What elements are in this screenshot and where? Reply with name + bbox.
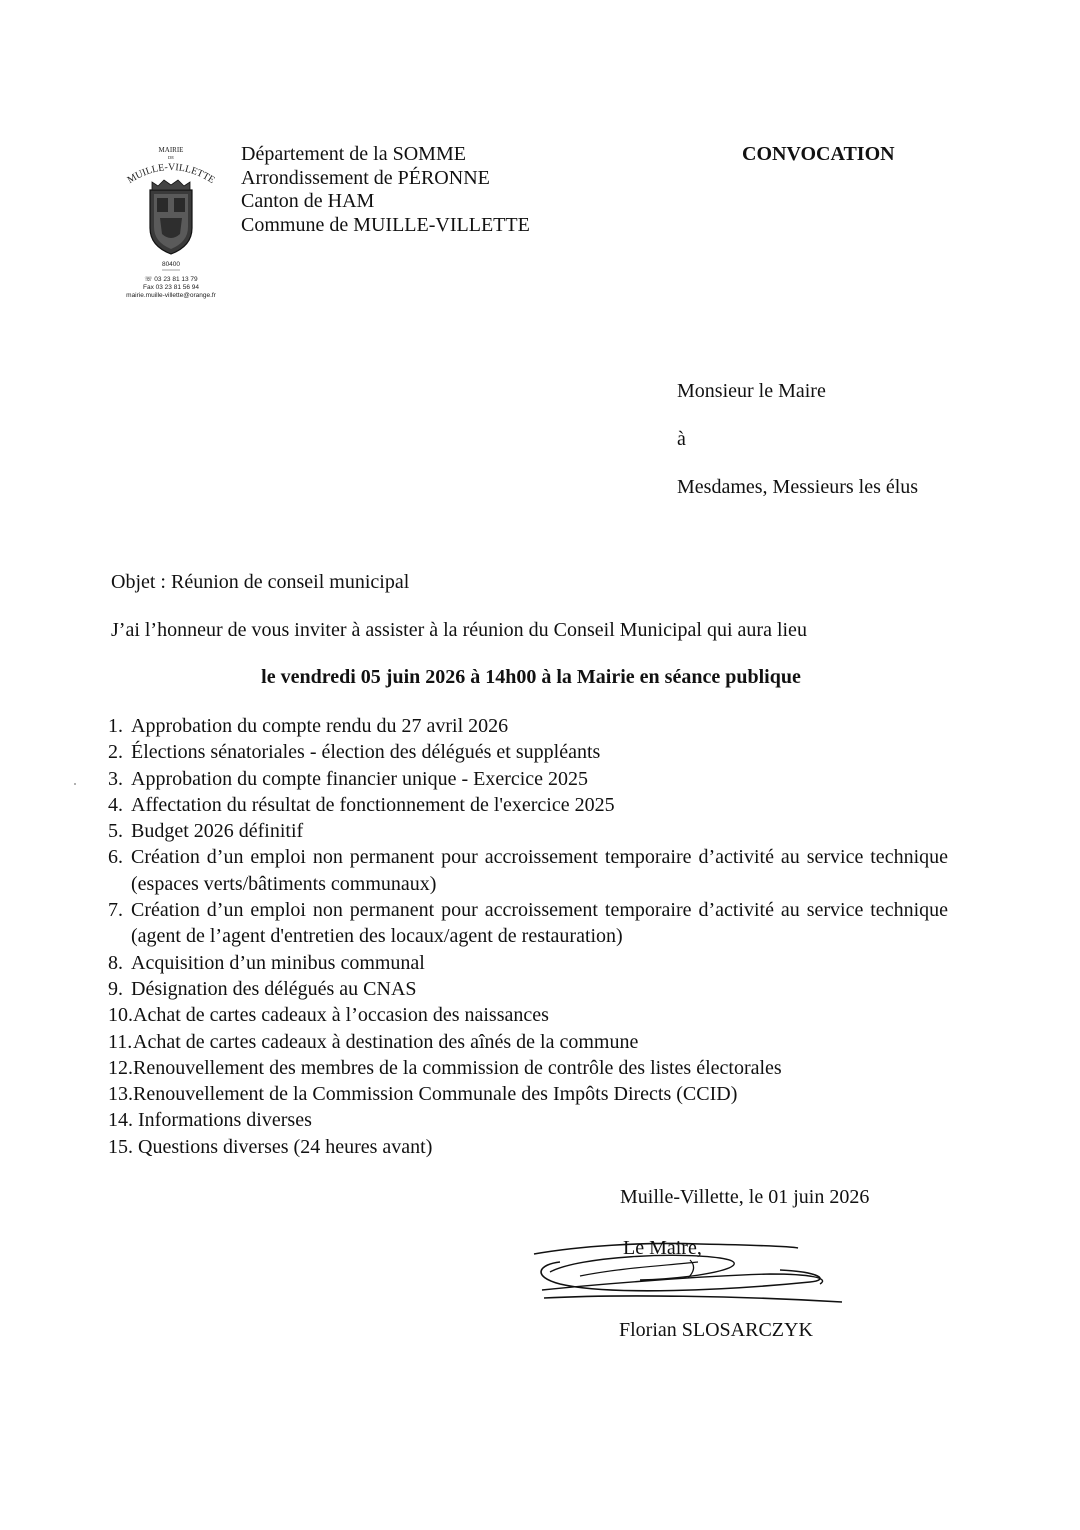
agenda-item [108,766,948,792]
agenda-item [108,1029,948,1055]
agenda-number: 10. [108,1004,133,1027]
agenda-text: Renouvellement des membres de la commission de contrôle des listes électorales [133,1056,782,1079]
agenda-number: 5. [108,820,123,843]
logo-de-text: DE [168,155,174,160]
agenda-text: Questions diverses (24 heures avant) [138,1135,433,1158]
header-line-canton: Canton de HAM [241,190,375,212]
agenda-text: Approbation du compte rendu du 27 avril 2026 [131,715,509,737]
agenda-item [108,1134,948,1160]
signatory-name: Florian SLOSARCZYK [619,1319,813,1341]
agenda-text: Affectation du résultat de fonctionnement de l'exercice 2025 [131,793,615,816]
agenda-item [108,897,948,950]
agenda-text: Budget 2026 définitif [131,820,304,843]
commune-logo [116,142,226,312]
agenda-text: Création d’un emploi non permanent pour accroissement temporaire d’activité au service technique (espaces verts/bâtiments communaux) [131,846,948,895]
logo-contact [116,276,226,300]
agenda-text: Renouvellement de la Commission Communale des Impôts Directs (CCID) [133,1083,738,1106]
recipient-to-word: à [677,428,686,450]
intro-paragraph: J’ai l’honneur de vous inviter à assister à la réunion du Conseil Municipal qui aura lieu [111,619,807,641]
agenda-text: Élections sénatoriales - élection des délégués et suppléants [131,741,601,764]
agenda-item [108,713,948,739]
agenda-text: Création d’un emploi non permanent pour accroissement temporaire d’activité au service technique (agent de l’agent d'entretien des locaux/agent de restauration) [131,899,948,948]
header-line-departement: Département de la SOMME [241,143,466,165]
logo-postcode: 80400 [161,261,181,268]
agenda-text: Approbation du compte financier unique - Exercice 2025 [131,767,589,790]
agenda-number: 11. [108,1030,133,1053]
agenda-text: Informations diverses [138,1109,312,1132]
agenda-item [108,739,948,765]
signatory-role: Le Maire, [623,1237,702,1259]
coat-of-arms-icon [116,142,226,274]
agenda-number: 13. [108,1083,133,1106]
agenda-number: 15. [108,1135,133,1158]
agenda-number: 6. [108,846,123,869]
agenda-number: 14. [108,1109,133,1132]
agenda-item [108,1081,948,1107]
agenda-text: Acquisition d’un minibus communal [131,951,425,974]
agenda-number: 12. [108,1056,133,1079]
header-line-arrondissement: Arrondissement de PÉRONNE [241,166,490,189]
logo-email: mairie.muille-villette@orange.fr [126,292,216,299]
logo-fax: Fax 03 23 81 56 94 [142,284,199,291]
agenda-item [108,950,948,976]
place-and-date: Muille-Villette, le 01 juin 2026 [620,1186,870,1208]
meeting-details: le vendredi 05 juin 2026 à 14h00 à la Mairie en séance publique [261,666,801,688]
logo-top-text: MAIRIE [158,146,184,154]
agenda-text: Achat de cartes cadeaux à destination des aînés de la commune [133,1030,639,1053]
agenda-list [108,713,948,1160]
agenda-number: 8. [108,951,123,974]
agenda-number: 3. [108,767,123,790]
administrative-header [241,143,530,237]
agenda-item [108,1107,948,1133]
agenda-text: Achat de cartes cadeaux à l’occasion des naissances [133,1004,549,1027]
agenda-item [108,792,948,818]
agenda-item [108,976,948,1002]
agenda-text: Désignation des délégués au CNAS [131,977,417,1000]
agenda-number: 4. [108,793,123,816]
agenda-number: 1. [108,715,123,737]
document-title: CONVOCATION [742,143,895,165]
agenda-item [108,844,948,897]
subject-line: Objet : Réunion de conseil municipal [111,571,410,593]
logo-arc-text: MUILLE-VILLETTE [125,161,217,187]
agenda-number: 7. [108,899,123,922]
header-line-commune: Commune de MUILLE-VILLETTE [241,213,530,236]
recipient-from: Monsieur le Maire [677,380,826,402]
recipient-to: Mesdames, Messieurs les élus [677,476,919,498]
agenda-item [108,1055,948,1081]
agenda-item [108,1002,948,1028]
handwritten-signature [520,1232,860,1312]
scan-speck [74,783,76,785]
logo-phone: ☏ 03 23 81 13 79 [144,276,198,283]
agenda-item [108,818,948,844]
agenda-number: 9. [108,977,123,1000]
agenda-number: 2. [108,741,123,764]
